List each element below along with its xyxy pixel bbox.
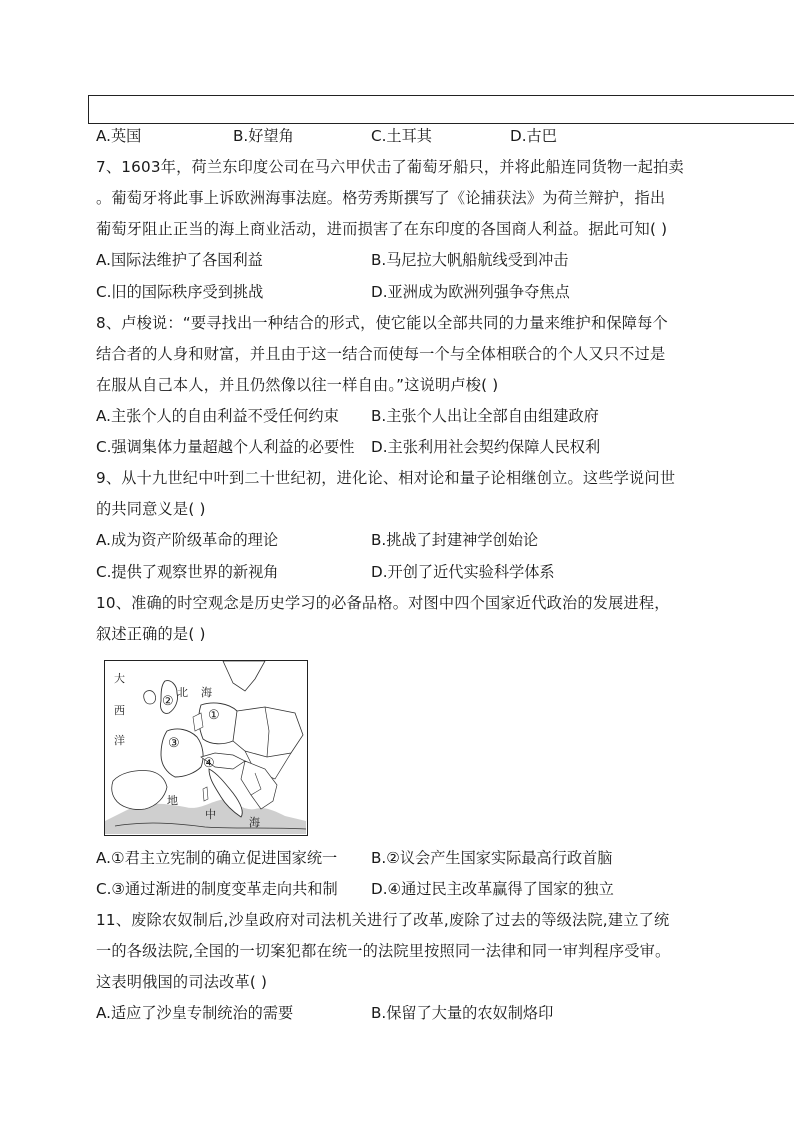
q6-option-d: D.古巴 bbox=[510, 127, 557, 145]
q11-stem-line-3: 这表明俄国的司法改革( ) bbox=[96, 973, 268, 991]
q11-option-b: B.保留了大量的农奴制烙印 bbox=[371, 1004, 554, 1022]
q10-option-c: C.③通过渐进的制度变革走向共和制 bbox=[96, 880, 338, 898]
q8-stem-line-2: 结合者的人身和财富，并且由于这一结合而使每一个与全体相联合的个人又只不过是 bbox=[96, 345, 666, 363]
q8-stem-line-3: 在服从自己本人，并且仍然像以往一样自由。”这说明卢梭( ) bbox=[96, 376, 499, 394]
q10-option-a: A.①君主立宪制的确立促进国家统一 bbox=[96, 849, 338, 867]
q6-option-c: C.土耳其 bbox=[371, 127, 432, 145]
q10-option-b: B.②议会产生国家实际最高行政首脑 bbox=[371, 849, 613, 867]
q7-option-d: D.亚洲成为欧洲列强争夺焦点 bbox=[371, 283, 570, 301]
q8-option-b: B.主张个人出让全部自由组建政府 bbox=[371, 407, 599, 425]
q10-option-d: D.④通过民主改革赢得了国家的独立 bbox=[371, 880, 614, 898]
q8-option-a: A.主张个人的自由利益不受任何约束 bbox=[96, 407, 339, 425]
map-marker-2: ② bbox=[162, 694, 174, 709]
map-label-atlantic-2: 西 bbox=[114, 704, 125, 717]
map-label-north-sea-2: 海 bbox=[201, 686, 212, 699]
q9-option-b: B.挑战了封建神学创始论 bbox=[371, 531, 539, 549]
q6-option-a: A.英国 bbox=[96, 127, 142, 145]
map-label-atlantic-3: 洋 bbox=[114, 734, 125, 747]
map-label-med-3: 海 bbox=[249, 816, 260, 829]
map-label-atlantic-1: 大 bbox=[114, 672, 125, 685]
q10-stem-line-2: 叙述正确的是( ) bbox=[96, 625, 206, 643]
map-marker-3: ③ bbox=[168, 736, 180, 751]
q9-stem-line-1: 9、从十九世纪中叶到二十世纪初，进化论、相对论和量子论相继创立。这些学说问世 bbox=[96, 469, 676, 487]
question-6-table-frame bbox=[88, 95, 794, 124]
q9-option-c: C.提供了观察世界的新视角 bbox=[96, 563, 279, 581]
q8-option-c: C.强调集体力量超越个人利益的必要性 bbox=[96, 438, 355, 456]
q6-option-b: B.好望角 bbox=[233, 127, 294, 145]
map-marker-1: ① bbox=[208, 708, 220, 723]
q9-option-a: A.成为资产阶级革命的理论 bbox=[96, 531, 279, 549]
map-label-north-sea-1: 北 bbox=[177, 686, 188, 699]
q8-option-d: D.主张利用社会契约保障人民权利 bbox=[371, 438, 601, 456]
map-label-med-1: 地 bbox=[167, 794, 178, 807]
q9-stem-line-2: 的共同意义是( ) bbox=[96, 500, 206, 518]
q11-stem-line-1: 11、废除农奴制后,沙皇政府对司法机关进行了改革,废除了过去的等级法院,建立了统 bbox=[96, 911, 670, 929]
map-label-med-2: 中 bbox=[205, 808, 216, 821]
q8-stem-line-1: 8、卢梭说：“要寻找出一种结合的形式，使它能以全部共同的力量来维护和保障每个 bbox=[96, 314, 668, 332]
map-marker-4: ④ bbox=[203, 756, 215, 771]
q7-option-b: B.马尼拉大帆船航线受到冲击 bbox=[371, 251, 569, 269]
q7-stem-line-1: 7、1603年，荷兰东印度公司在马六甲伏击了葡萄牙船只，并将此船连同货物一起拍卖 bbox=[96, 158, 684, 176]
q7-stem-line-3: 葡萄牙阻止正当的海上商业活动，进而损害了在东印度的各国商人利益。据此可知( ) bbox=[96, 220, 668, 238]
q7-stem-line-2: 。葡萄牙将此事上诉欧洲海事法庭。格劳秀斯撰写了《论捕获法》为荷兰辩护，指出 bbox=[96, 189, 666, 207]
europe-map bbox=[104, 660, 308, 836]
q7-option-c: C.旧的国际秩序受到挑战 bbox=[96, 283, 264, 301]
q7-option-a: A.国际法维护了各国利益 bbox=[96, 251, 263, 269]
q10-stem-line-1: 10、准确的时空观念是历史学习的必备品格。对图中四个国家近代政治的发展进程， bbox=[96, 594, 670, 612]
q11-option-a: A.适应了沙皇专制统治的需要 bbox=[96, 1004, 294, 1022]
q11-stem-line-2: 一的各级法院,全国的一切案犯都在统一的法院里按照同一法律和同一审判程序受审。 bbox=[96, 942, 671, 960]
q9-option-d: D.开创了近代实验科学体系 bbox=[371, 563, 555, 581]
